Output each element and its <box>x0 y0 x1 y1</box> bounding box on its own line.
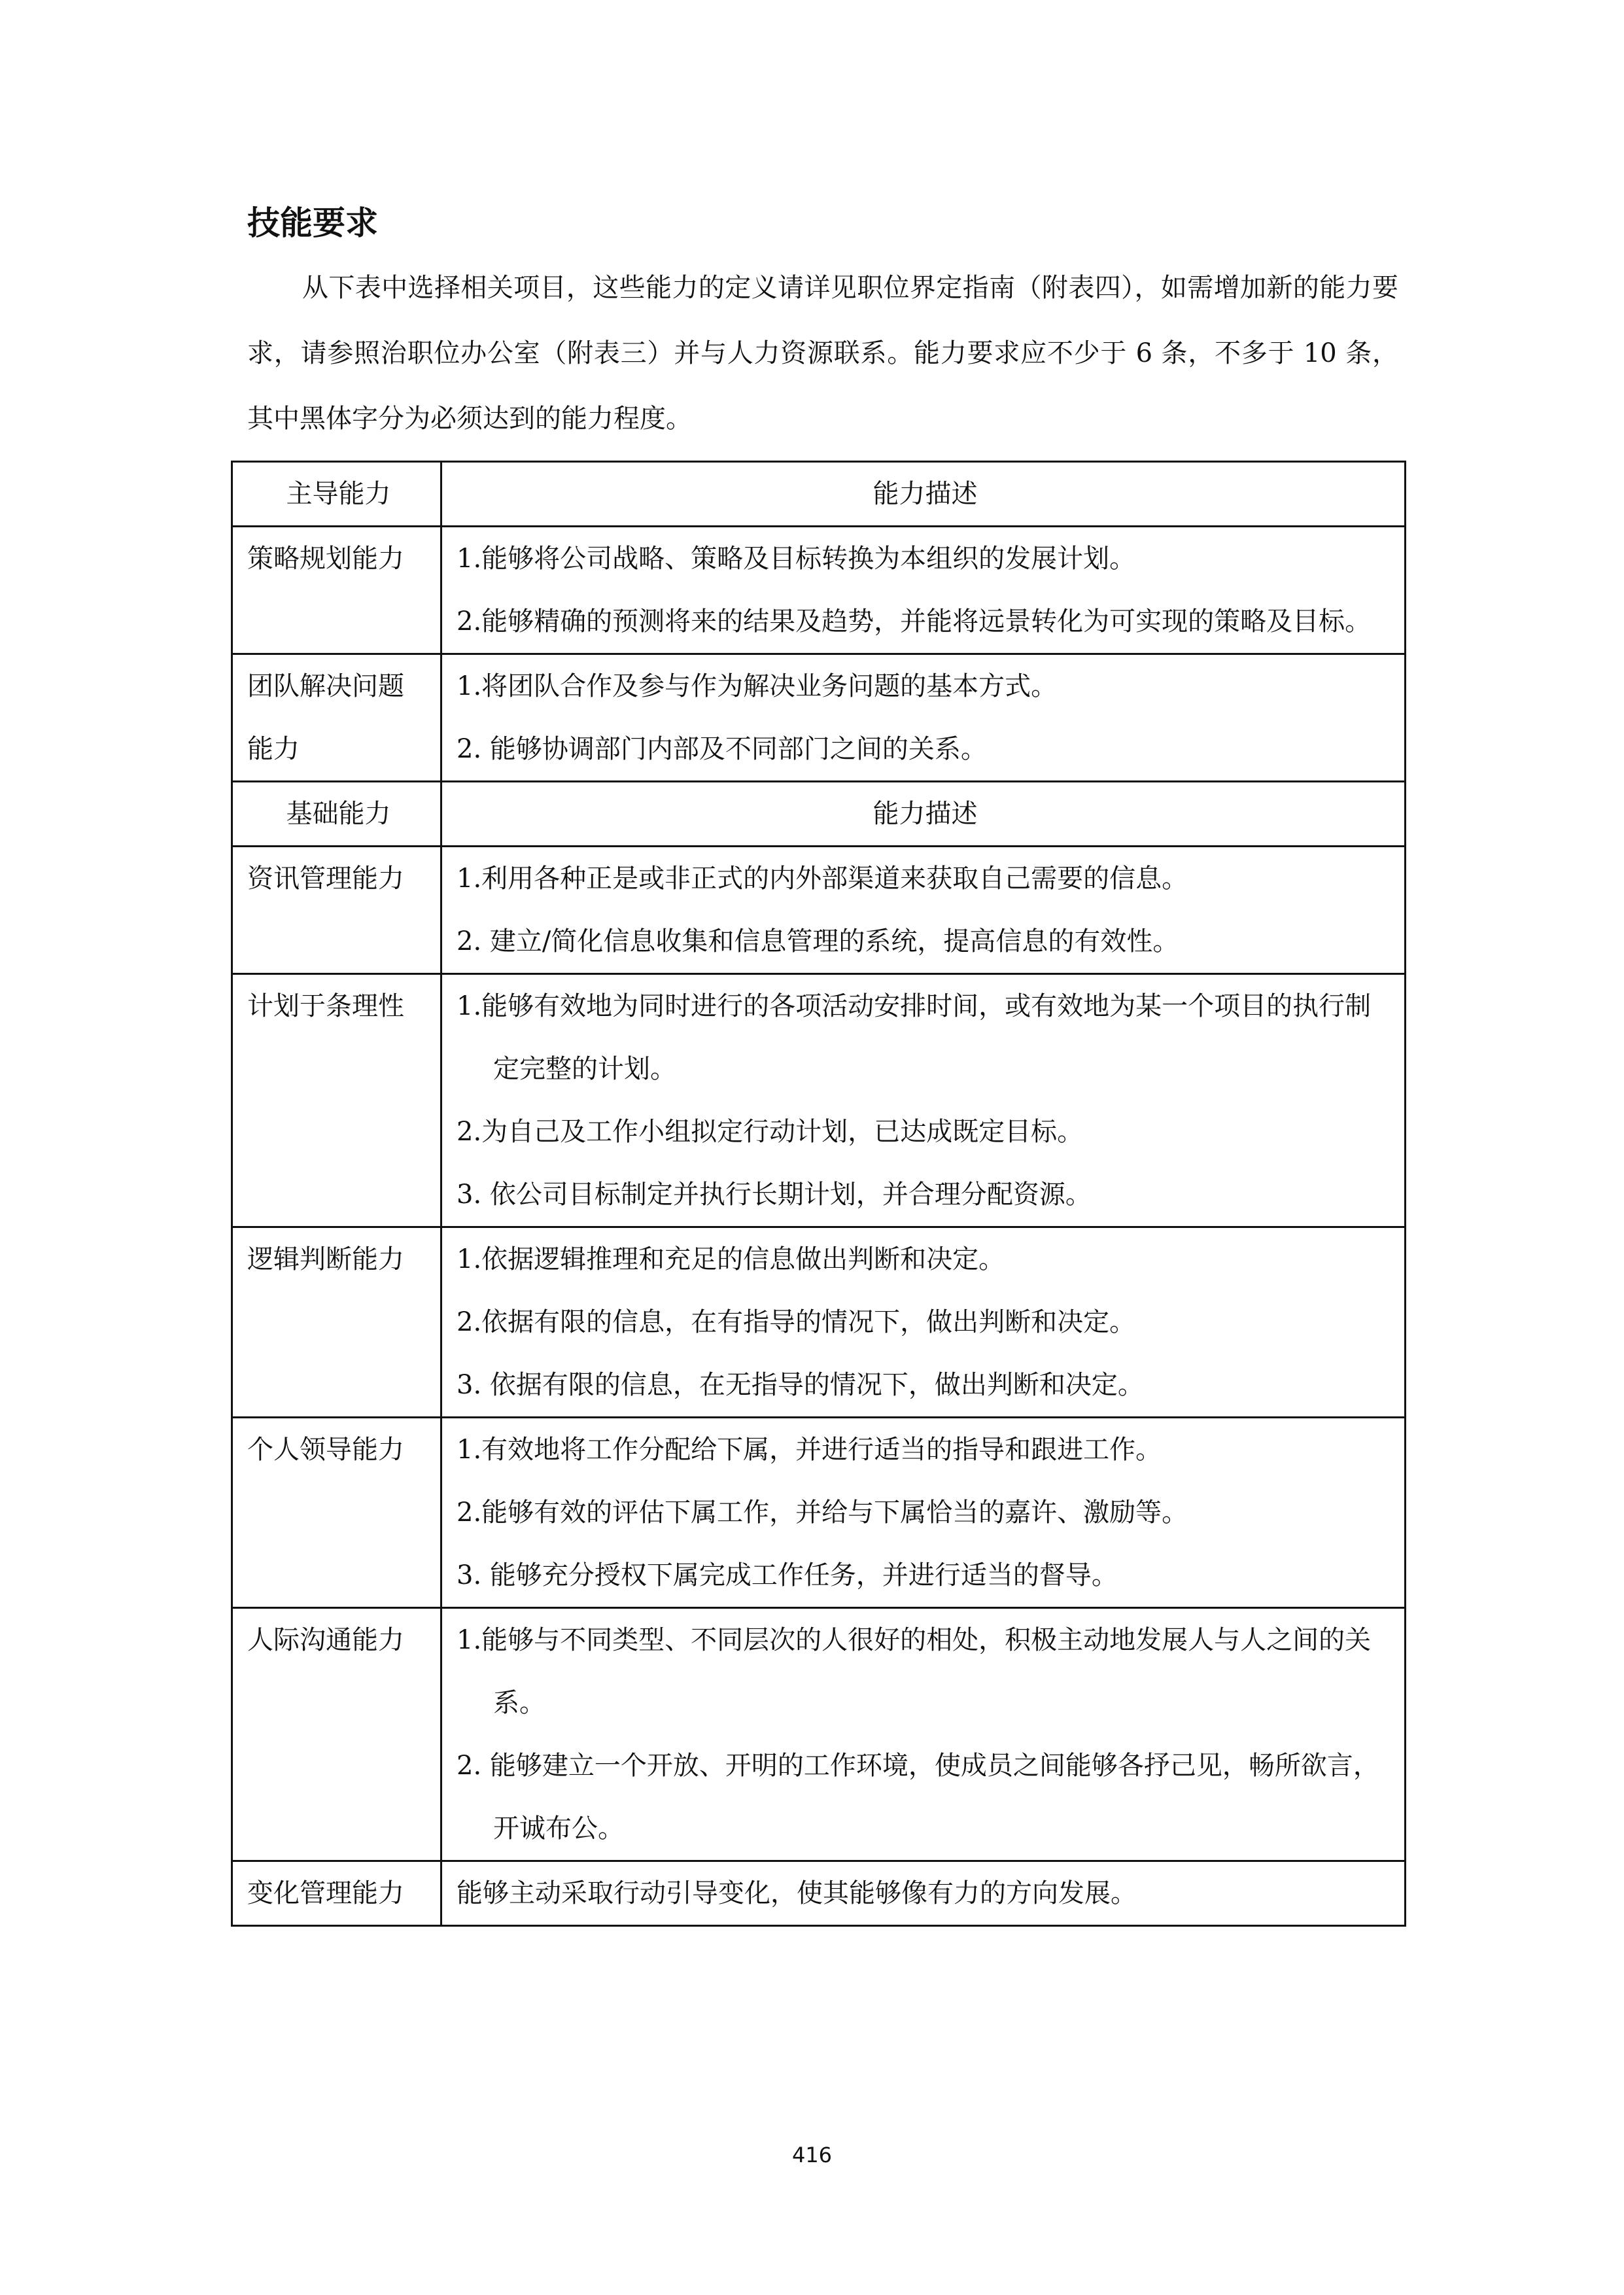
skill-name: 人际沟通能力 <box>232 1608 441 1861</box>
intro-paragraph: 从下表中选择相关项目，这些能力的定义请详见职位界定指南（附表四），如需增加新的能力要求，请参照治职位办公室（附表三）并与人力资源联系。能力要求应不少于 6 条，不多于 10 条，其中黑体字分为必须达到的能力程度。 <box>247 273 1398 434</box>
table-header-row <box>232 782 1406 847</box>
description-item: 2.能够精确的预测将来的结果及趋势，并能将远景转化为可实现的策略及目标。 <box>457 606 1372 637</box>
column-header-category: 主导能力 <box>232 462 441 527</box>
skill-description <box>441 974 1406 1227</box>
skill-description <box>441 1227 1406 1418</box>
description-item: 3. 能够充分授权下属完成工作任务，并进行适当的督导。 <box>457 1560 1118 1590</box>
skill-description <box>441 1608 1406 1861</box>
table-row <box>232 1608 1406 1861</box>
table-row <box>232 654 1406 782</box>
description-item: 1.依据逻辑推理和充足的信息做出判断和决定。 <box>457 1244 1005 1274</box>
description-item: 2.能够有效的评估下属工作，并给与下属恰当的嘉许、激励等。 <box>457 1498 1188 1528</box>
skill-description <box>441 1418 1406 1608</box>
table-row <box>232 847 1406 974</box>
column-header-description: 能力描述 <box>441 782 1406 847</box>
skill-name: 变化管理能力 <box>232 1861 441 1926</box>
description-item: 3. 依据有限的信息，在无指导的情况下，做出判断和决定。 <box>457 1370 1144 1400</box>
skill-description <box>441 847 1406 974</box>
table-row <box>232 1861 1406 1926</box>
skill-description <box>441 527 1406 654</box>
skill-name: 资讯管理能力 <box>232 847 441 974</box>
skill-description <box>441 1861 1406 1926</box>
skill-description <box>441 654 1406 782</box>
skill-name: 计划于条理性 <box>232 974 441 1227</box>
description-item: 1.能够有效地为同时进行的各项活动安排时间，或有效地为某一个项目的执行制定完整的计划。 <box>457 991 1372 1084</box>
table-row <box>232 1227 1406 1418</box>
section-heading: 技能要求 <box>247 204 378 242</box>
table-header-row <box>232 462 1406 527</box>
column-header-category: 基础能力 <box>232 782 441 847</box>
table-row <box>232 527 1406 654</box>
skills-table <box>231 461 1406 1927</box>
description-item: 1.利用各种正是或非正式的内外部渠道来获取自己需要的信息。 <box>457 864 1188 894</box>
page-number: 416 <box>791 2143 833 2167</box>
table-row <box>232 974 1406 1227</box>
description-item: 1.有效地将工作分配给下属，并进行适当的指导和跟进工作。 <box>457 1435 1162 1465</box>
table-row <box>232 1418 1406 1608</box>
description-item: 1.能够与不同类型、不同层次的人很好的相处，积极主动地发展人与人之间的关系。 <box>457 1625 1372 1718</box>
description-item: 2. 能够建立一个开放、开明的工作环境，使成员之间能够各抒己见，畅所欲言，开诚布公。 <box>457 1751 1379 1844</box>
description-item: 3. 依公司目标制定并执行长期计划，并合理分配资源。 <box>457 1180 1092 1210</box>
skill-name: 团队解决问题能力 <box>232 654 441 782</box>
description-item: 1.能够将公司战略、策略及目标转换为本组织的发展计划。 <box>457 544 1136 574</box>
description-item: 2.为自己及工作小组拟定行动计划，已达成既定目标。 <box>457 1117 1084 1147</box>
column-header-description: 能力描述 <box>441 462 1406 527</box>
description-item: 2.依据有限的信息，在有指导的情况下，做出判断和决定。 <box>457 1307 1136 1337</box>
skill-name: 逻辑判断能力 <box>232 1227 441 1418</box>
description-item: 1.将团队合作及参与作为解决业务问题的基本方式。 <box>457 671 1058 701</box>
description-item: 2. 建立/简化信息收集和信息管理的系统，提高信息的有效性。 <box>457 926 1179 956</box>
description-item: 2. 能够协调部门内部及不同部门之间的关系。 <box>457 734 987 764</box>
skill-name: 个人领导能力 <box>232 1418 441 1608</box>
skill-name: 策略规划能力 <box>232 527 441 654</box>
description-item: 能够主动采取行动引导变化，使其能够像有力的方向发展。 <box>457 1878 1137 1908</box>
